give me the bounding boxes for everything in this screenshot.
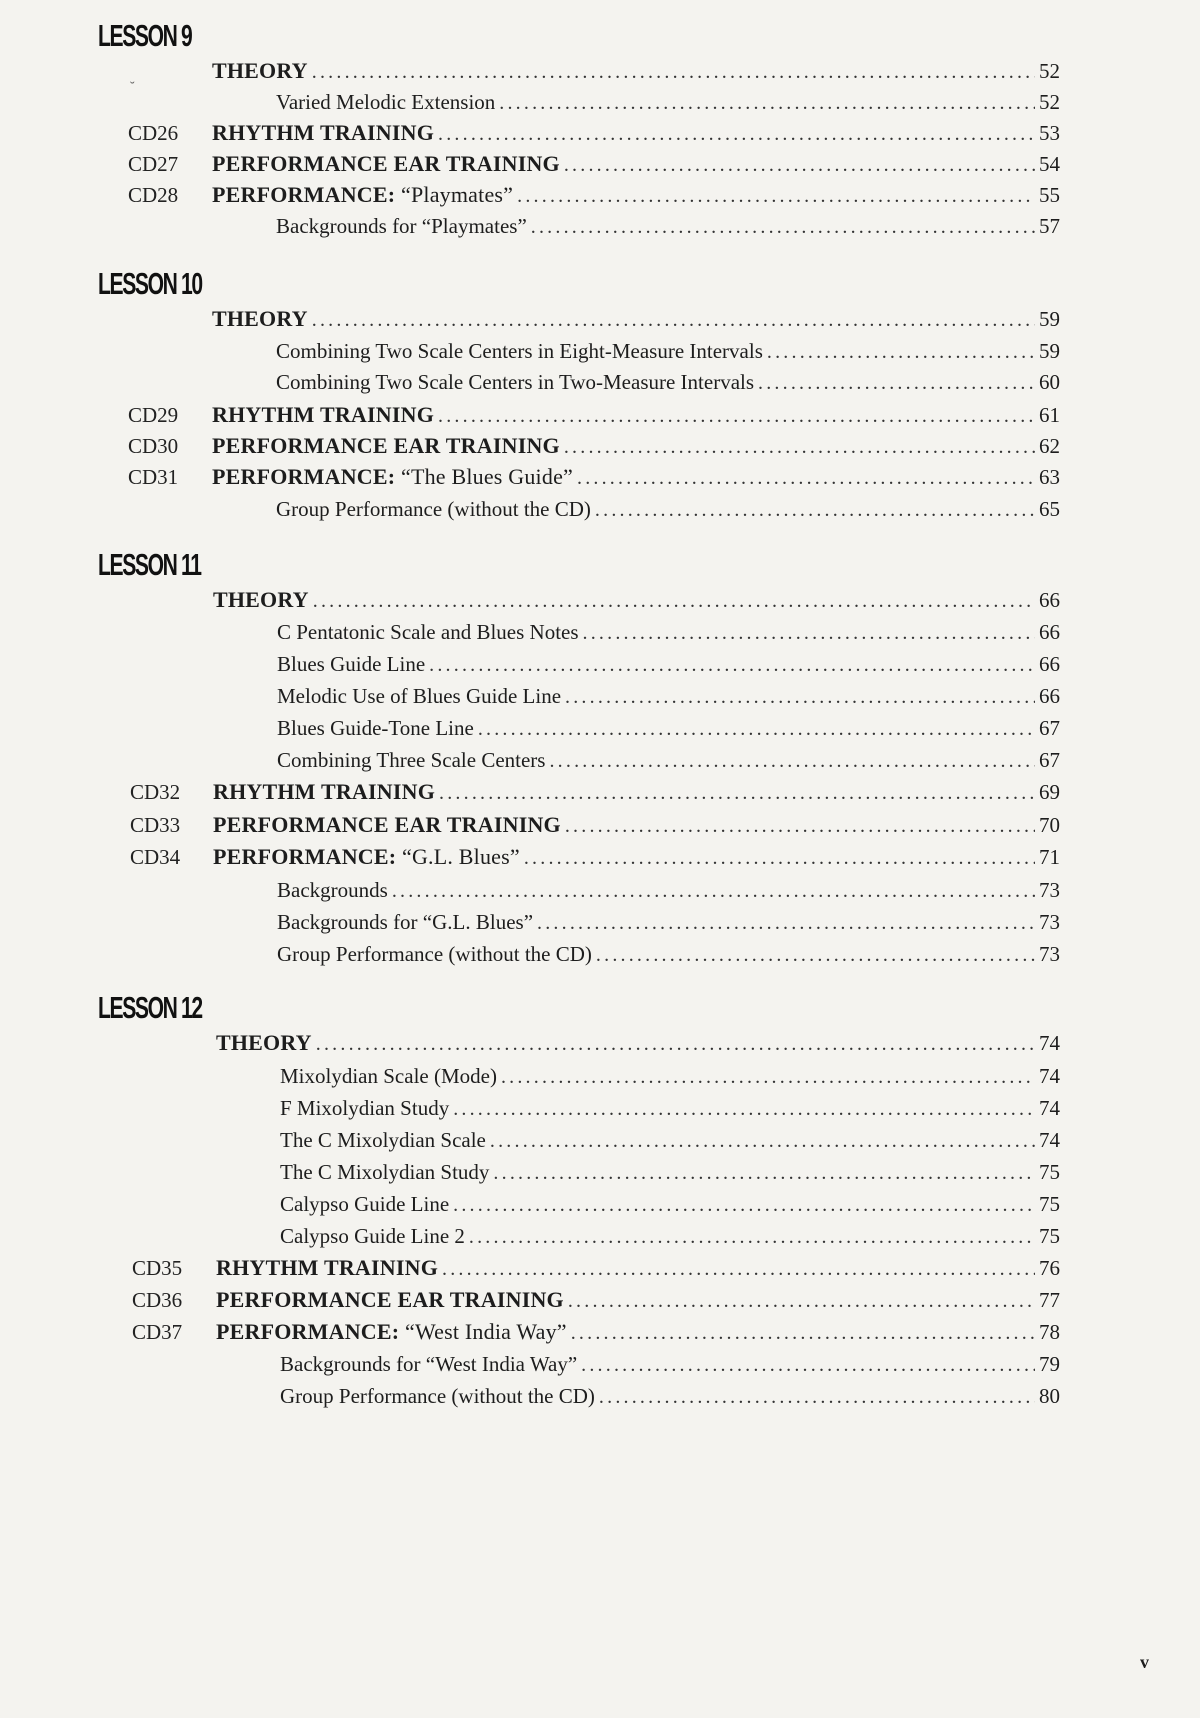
cd-track-label: CD27 [128, 152, 179, 176]
toc-subentry-title [277, 617, 579, 647]
toc-subentry-title [276, 336, 763, 366]
page-number: 61 [1039, 403, 1060, 427]
toc-entry-title [212, 462, 573, 492]
entry-title-text: Blues Guide-Tone Line [277, 716, 474, 740]
entry-title-text: THEORY [212, 306, 308, 331]
entry-song-title: “West India Way” [404, 1319, 567, 1344]
toc-entry [132, 1125, 1060, 1155]
page-number: 59 [1039, 307, 1060, 331]
page-number: 54 [1039, 152, 1060, 176]
dot-leader [316, 1029, 1035, 1059]
page-number: 52 [1039, 59, 1060, 83]
toc-entry [128, 149, 1060, 179]
page-number: 75 [1039, 1160, 1060, 1184]
cd-track-label: CD31 [128, 465, 179, 489]
page-number: 77 [1039, 1288, 1060, 1312]
toc-entry [132, 1061, 1060, 1091]
page-number: 57 [1039, 214, 1060, 238]
entry-title-text: Backgrounds for “West India Way” [280, 1352, 578, 1376]
toc-entry [128, 431, 1060, 461]
entry-title-text: PERFORMANCE EAR TRAINING [212, 433, 560, 458]
entry-title-text: Calypso Guide Line 2 [280, 1224, 465, 1248]
toc-entry [130, 681, 1060, 711]
entry-song-title: “The Blues Guide” [400, 464, 573, 489]
page-number: 71 [1039, 845, 1060, 869]
toc-subentry-title [277, 875, 388, 905]
cd-track-label: CD29 [128, 403, 179, 427]
toc-entry [132, 1189, 1060, 1219]
dot-leader [565, 811, 1035, 841]
dot-leader [565, 682, 1035, 712]
entry-title-text: RHYTHM TRAINING [213, 779, 436, 804]
page-number: 62 [1039, 434, 1060, 458]
toc-subentry-title [277, 649, 425, 679]
toc-subentry-title [276, 367, 754, 397]
dot-leader [524, 843, 1035, 873]
dot-leader [568, 1286, 1035, 1316]
toc-subentry-title [277, 713, 474, 743]
page-number: 67 [1039, 748, 1060, 772]
toc-entry [130, 875, 1060, 905]
toc-entry [128, 180, 1060, 210]
page-folio: v [1140, 1652, 1149, 1672]
cd-track-label: CD37 [132, 1320, 183, 1344]
toc-entry-title [212, 149, 560, 179]
entry-title-text: PERFORMANCE: [213, 844, 397, 869]
toc-entry [130, 745, 1060, 775]
toc-entry [130, 777, 1060, 807]
entry-title-text: Blues Guide Line [277, 652, 426, 676]
page-number: 65 [1039, 497, 1060, 521]
page-number: 69 [1039, 780, 1060, 804]
page-number: 59 [1039, 339, 1060, 363]
dot-leader [313, 586, 1035, 616]
dot-leader [595, 495, 1035, 525]
toc-subentry-title [277, 939, 592, 969]
entry-title-text: The C Mixolydian Scale [280, 1128, 486, 1152]
cd-track-label: CD28 [128, 183, 179, 207]
toc-entry [132, 1349, 1060, 1379]
dot-leader [599, 1382, 1035, 1412]
dot-leader [493, 1158, 1035, 1188]
page-number: 74 [1039, 1128, 1060, 1152]
toc-entry [132, 1093, 1060, 1123]
toc-entry [130, 939, 1060, 969]
toc-subentry-title [280, 1061, 497, 1091]
toc-entry-title [213, 777, 435, 807]
toc-entry [132, 1221, 1060, 1251]
page-number: 53 [1039, 121, 1060, 145]
toc-entry [128, 211, 1060, 241]
toc-entry [128, 400, 1060, 430]
toc-subentry-title [277, 907, 533, 937]
dot-leader [564, 150, 1035, 180]
page-number: 79 [1039, 1352, 1060, 1376]
toc-entry-title [212, 56, 308, 86]
cd-track-label: CD32 [130, 780, 181, 804]
page-number: 52 [1039, 90, 1060, 114]
cd-track-label: CD34 [130, 845, 181, 869]
entry-title-text: Combining Three Scale Centers [277, 748, 546, 772]
page-number: 66 [1039, 620, 1060, 644]
page-number: 67 [1039, 716, 1060, 740]
entry-song-title: “Playmates” [400, 182, 514, 207]
toc-subentry-title [280, 1221, 465, 1251]
dot-leader [571, 1318, 1035, 1348]
lesson-heading: LESSON 9 [98, 18, 192, 53]
page-number: 70 [1039, 813, 1060, 837]
dot-leader [453, 1094, 1035, 1124]
entry-title-text: THEORY [213, 587, 309, 612]
page-number: 60 [1039, 370, 1060, 394]
entry-title-text: The C Mixolydian Study [280, 1160, 490, 1184]
toc-subentry-title [277, 745, 545, 775]
dot-leader [517, 181, 1035, 211]
toc-subentry-title [280, 1189, 449, 1219]
toc-entry [132, 1157, 1060, 1187]
dot-leader [429, 650, 1035, 680]
toc-entry [132, 1317, 1060, 1347]
page-number: 74 [1039, 1031, 1060, 1055]
page-number: 73 [1039, 910, 1060, 934]
dot-leader [438, 401, 1035, 431]
page-number: 66 [1039, 684, 1060, 708]
entry-title-text: PERFORMANCE EAR TRAINING [216, 1287, 564, 1312]
page-number: 74 [1039, 1096, 1060, 1120]
dot-leader [577, 463, 1035, 493]
entry-title-text: F Mixolydian Study [280, 1096, 450, 1120]
entry-title-text: Calypso Guide Line [280, 1192, 450, 1216]
entry-title-text: Backgrounds [277, 878, 388, 902]
toc-entry [130, 585, 1060, 615]
toc-entry-title [216, 1028, 312, 1058]
dot-leader [439, 778, 1035, 808]
stray-mark: ˘ [130, 80, 135, 95]
entry-title-text: THEORY [216, 1030, 312, 1055]
entry-title-text: Group Performance (without the CD) [277, 942, 592, 966]
dot-leader [549, 746, 1035, 776]
dot-leader [469, 1222, 1035, 1252]
toc-subentry-title [277, 681, 561, 711]
dot-leader [312, 305, 1035, 335]
toc-entry [130, 649, 1060, 679]
dot-leader [537, 908, 1035, 938]
toc-subentry-title [276, 494, 591, 524]
page-number: 78 [1039, 1320, 1060, 1344]
toc-entry-title [213, 842, 520, 872]
entry-song-title: “G.L. Blues” [401, 844, 520, 869]
toc-entry [130, 713, 1060, 743]
toc-entry-title [213, 810, 561, 840]
entry-title-text: Group Performance (without the CD) [276, 497, 591, 521]
entry-title-text: RHYTHM TRAINING [212, 402, 435, 427]
toc-entry-title [212, 400, 434, 430]
dot-leader [490, 1126, 1035, 1156]
dot-leader [478, 714, 1035, 744]
dot-leader [596, 940, 1035, 970]
entry-title-text: PERFORMANCE: [212, 182, 396, 207]
page-number: 74 [1039, 1064, 1060, 1088]
dot-leader [392, 876, 1035, 906]
page-number: 80 [1039, 1384, 1060, 1408]
dot-leader [453, 1190, 1035, 1220]
toc-subentry-title [280, 1093, 449, 1123]
page-number: 73 [1039, 942, 1060, 966]
toc-entry [128, 118, 1060, 148]
entry-title-text: C Pentatonic Scale and Blues Notes [277, 620, 579, 644]
entry-title-text: RHYTHM TRAINING [216, 1255, 439, 1280]
dot-leader [758, 368, 1035, 398]
toc-entry-title [212, 180, 513, 210]
toc-entry [132, 1028, 1060, 1058]
entry-title-text: Melodic Use of Blues Guide Line [277, 684, 562, 708]
entry-title-text: Backgrounds for “G.L. Blues” [277, 910, 534, 934]
dot-leader [501, 1062, 1035, 1092]
dot-leader [531, 212, 1035, 242]
toc-entry-title [212, 431, 560, 461]
toc-entry [130, 617, 1060, 647]
entry-title-text: Combining Two Scale Centers in Two-Measure Intervals [276, 370, 755, 394]
toc-subentry-title [276, 87, 495, 117]
cd-track-label: CD33 [130, 813, 181, 837]
toc-subentry-title [280, 1349, 577, 1379]
toc-entry [128, 336, 1060, 366]
toc-subentry-title [280, 1125, 486, 1155]
page-number: 66 [1039, 652, 1060, 676]
page-number: 76 [1039, 1256, 1060, 1280]
toc-entry [128, 304, 1060, 334]
cd-track-label: CD30 [128, 434, 179, 458]
cd-track-label: CD35 [132, 1256, 183, 1280]
toc-entry-title [212, 304, 308, 334]
dot-leader [442, 1254, 1035, 1284]
dot-leader [499, 88, 1035, 118]
page-number: 66 [1039, 588, 1060, 612]
toc-entry [128, 462, 1060, 492]
toc-subentry-title [276, 211, 527, 241]
entry-title-text: Group Performance (without the CD) [280, 1384, 595, 1408]
page-number: 75 [1039, 1224, 1060, 1248]
dot-leader [312, 57, 1035, 87]
toc-entry [128, 367, 1060, 397]
toc-entry [130, 907, 1060, 937]
entry-title-text: PERFORMANCE: [212, 464, 396, 489]
toc-entry [130, 842, 1060, 872]
entry-title-text: RHYTHM TRAINING [212, 120, 435, 145]
entry-title-text: PERFORMANCE EAR TRAINING [213, 812, 561, 837]
toc-entry [132, 1285, 1060, 1315]
entry-title-text: Mixolydian Scale (Mode) [280, 1064, 497, 1088]
entry-title-text: PERFORMANCE: [216, 1319, 400, 1344]
toc-entry [128, 56, 1060, 86]
toc-entry-title [216, 1253, 438, 1283]
dot-leader [581, 1350, 1035, 1380]
toc-entry [128, 494, 1060, 524]
lesson-heading: LESSON 11 [98, 547, 201, 582]
toc-subentry-title [280, 1381, 595, 1411]
dot-leader [564, 432, 1035, 462]
toc-entry-title [213, 585, 309, 615]
toc-entry [128, 87, 1060, 117]
toc-entry-title [216, 1285, 564, 1315]
entry-title-text: Varied Melodic Extension [276, 90, 496, 114]
toc-entry-title [216, 1317, 567, 1347]
cd-track-label: CD36 [132, 1288, 183, 1312]
page-number: 55 [1039, 183, 1060, 207]
toc-subentry-title [280, 1157, 489, 1187]
entry-title-text: THEORY [212, 58, 308, 83]
cd-track-label: CD26 [128, 121, 179, 145]
dot-leader [583, 618, 1035, 648]
toc-entry [130, 810, 1060, 840]
page-number: 75 [1039, 1192, 1060, 1216]
lesson-heading: LESSON 12 [98, 990, 202, 1025]
dot-leader [438, 119, 1035, 149]
toc-entry [132, 1381, 1060, 1411]
toc-entry-title [212, 118, 434, 148]
page-number: 73 [1039, 878, 1060, 902]
entry-title-text: Backgrounds for “Playmates” [276, 214, 527, 238]
lesson-heading: LESSON 10 [98, 266, 202, 301]
toc-entry [132, 1253, 1060, 1283]
entry-title-text: Combining Two Scale Centers in Eight-Measure Intervals [276, 339, 763, 363]
entry-title-text: PERFORMANCE EAR TRAINING [212, 151, 560, 176]
dot-leader [767, 337, 1035, 367]
page-number: 63 [1039, 465, 1060, 489]
